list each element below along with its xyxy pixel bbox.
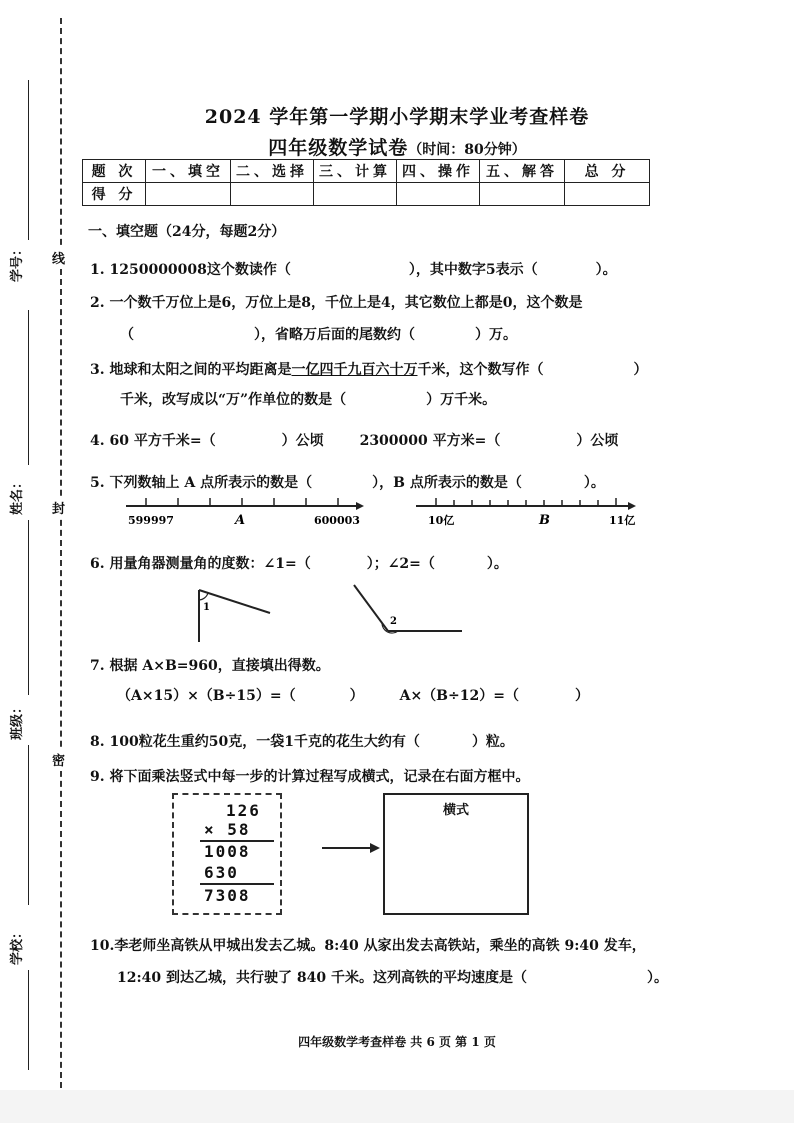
- q3-text-b: 千米，这个数写作（: [417, 362, 544, 378]
- arrow-icon: [320, 838, 382, 858]
- score-header: 四、操作: [397, 160, 480, 183]
- name-label: 姓名：: [10, 475, 25, 515]
- question-10: [90, 935, 646, 955]
- score-header-row: [83, 160, 650, 183]
- question-7: [90, 655, 330, 675]
- q6-text-a: 6. 用量角器测量角的度数：∠1=（: [90, 556, 311, 572]
- section-heading: 一、填空题（24分，每题2分）: [88, 224, 286, 240]
- answer-box-title: 横式: [442, 803, 469, 818]
- q8-text-a: 8. 100粒花生重约50克，一袋1千克的花生大约有（: [90, 734, 420, 750]
- school-label: 学校：: [10, 925, 25, 965]
- score-row-label: 得 分: [83, 183, 146, 206]
- q2-text-d: ）万。: [475, 327, 517, 343]
- question-6: [90, 553, 508, 573]
- subtitle-text: 四年级数学试卷: [268, 137, 409, 159]
- exam-title: 2024 学年第一学期小学期末学业考查样卷: [204, 106, 590, 128]
- q8-text-b: ）粒。: [471, 734, 514, 750]
- score-header: 总 分: [565, 160, 650, 183]
- q9-text-a: 9. 将下面乘法竖式中每一步的计算过程写成横式，记录在右面方框中。: [90, 769, 530, 785]
- subtitle-time: （时间：80分钟）: [408, 142, 526, 158]
- score-header: 一、填空: [146, 160, 231, 183]
- q2-text-b: （: [120, 327, 134, 343]
- seal-xian: 线: [52, 246, 65, 269]
- q3-text-d: 千米，改写成以“万”作单位的数是（: [120, 392, 347, 408]
- q3-text-c: ）: [633, 362, 648, 378]
- score-cell[interactable]: [231, 183, 314, 206]
- axis-label-end: 600003: [314, 514, 360, 527]
- q4-text-a: 4. 60 平方千米=（: [90, 433, 216, 449]
- q3-underlined: 一亿四千九百六十万: [291, 362, 418, 378]
- axis-label-end: 11亿: [609, 514, 636, 527]
- class-label: 班级：: [10, 700, 25, 740]
- angle-2-label: 2: [390, 616, 397, 627]
- question-2: [90, 292, 582, 312]
- margin-line: [28, 520, 29, 695]
- question-3: [90, 359, 648, 379]
- q10-text-b: 12:40 到达乙城，共行驶了 840 千米。这列高铁的平均速度是（: [117, 970, 527, 986]
- q7-text-a: 7. 根据 A×B=960，直接填出得数。: [90, 658, 330, 674]
- seal-mi: 密: [52, 748, 65, 771]
- q6-text-b: ）；∠2=（: [366, 556, 435, 572]
- q7-text-c: ）: [349, 688, 364, 704]
- q4-text-c: 2300000 平方米=（: [359, 433, 501, 449]
- angle-figures: [180, 580, 480, 650]
- number-lines: [118, 492, 678, 532]
- q3-text-a: 3. 地球和太阳之间的平均距离是: [90, 362, 292, 378]
- score-table: [82, 159, 650, 206]
- q7-text-d: A×（B÷12）=（: [399, 688, 519, 704]
- final-product: 7308: [204, 886, 251, 905]
- question-9: [90, 766, 530, 786]
- angle-2: [354, 585, 462, 633]
- cut-line: [60, 18, 62, 1088]
- q1-text-a: 1. 1250000008这个数读作（: [90, 262, 291, 278]
- margin-line: [28, 745, 29, 905]
- partial-product-1: 1008: [204, 842, 251, 861]
- score-cell[interactable]: [314, 183, 397, 206]
- q7-text-e: ）: [574, 688, 589, 704]
- angle-1-label: 1: [203, 602, 210, 613]
- angle-1: [199, 590, 270, 642]
- question-5: [90, 472, 605, 492]
- score-cell[interactable]: [565, 183, 650, 206]
- axis-label-start: 599997: [128, 514, 174, 527]
- point-a-label: A: [235, 513, 246, 528]
- partial-product-2: 630: [204, 863, 239, 882]
- q1-text-b: ），其中数字5表示（: [408, 262, 538, 278]
- q4-text-d: ）公顷: [576, 433, 619, 449]
- question-3-line2: [120, 389, 496, 409]
- q5-text-c: ）。: [583, 475, 605, 491]
- exam-subtitle: [0, 133, 794, 160]
- axis-label-start: 10亿: [428, 514, 455, 527]
- margin-line: [28, 970, 29, 1070]
- score-cell[interactable]: [397, 183, 480, 206]
- q2-text-c: ），省略万后面的尾数约（: [254, 327, 415, 343]
- q5-text-a: 5. 下列数轴上 A 点所表示的数是（: [90, 475, 313, 491]
- answer-box[interactable]: [383, 793, 529, 915]
- student-id-label: 学号：: [10, 242, 25, 282]
- score-header: 二、选择: [231, 160, 314, 183]
- calc-line: [200, 883, 274, 885]
- q5-text-b: ），B 点所表示的数是（: [372, 475, 522, 491]
- question-10-line2: [117, 967, 668, 987]
- score-header: 题 次: [83, 160, 146, 183]
- multiplicand: 126: [226, 801, 261, 820]
- q6-text-c: ）。: [486, 556, 508, 572]
- number-line-left: [126, 498, 364, 528]
- question-4: [90, 430, 618, 450]
- q10-text-c: ）。: [646, 970, 668, 986]
- multiplier: × 58: [204, 820, 251, 839]
- q7-text-b: （A×15）×（B÷15）=（: [117, 688, 296, 704]
- margin-line: [28, 310, 29, 465]
- q4-text-b: ）公顷: [281, 433, 324, 449]
- point-b-label: B: [539, 513, 550, 528]
- question-8: [90, 731, 514, 751]
- number-line-right: [416, 498, 636, 528]
- scan-edge: [0, 1090, 794, 1123]
- q10-text-a: 10.李老师坐高铁从甲城出发去乙城。8:40 从家出发去高铁站，乘坐的高铁 9:40 发车，: [90, 938, 646, 954]
- page-footer: 四年级数学考查样卷 共 6 页 第 1 页: [298, 1035, 496, 1049]
- question-7-line2: [117, 685, 589, 705]
- q3-text-e: ）万千米。: [426, 392, 497, 408]
- score-header: 五、解答: [480, 160, 565, 183]
- score-cell[interactable]: [480, 183, 565, 206]
- score-row: [83, 183, 650, 206]
- seal-feng: 封: [52, 496, 65, 519]
- score-header: 三、计算: [314, 160, 397, 183]
- question-1: [90, 259, 617, 279]
- score-cell[interactable]: [146, 183, 231, 206]
- question-2-line2: [120, 324, 517, 344]
- q2-text-a: 2. 一个数千万位上是6，万位上是8，千位上是4，其它数位上都是0，这个数是: [90, 295, 583, 311]
- q1-text-c: ）。: [595, 262, 617, 278]
